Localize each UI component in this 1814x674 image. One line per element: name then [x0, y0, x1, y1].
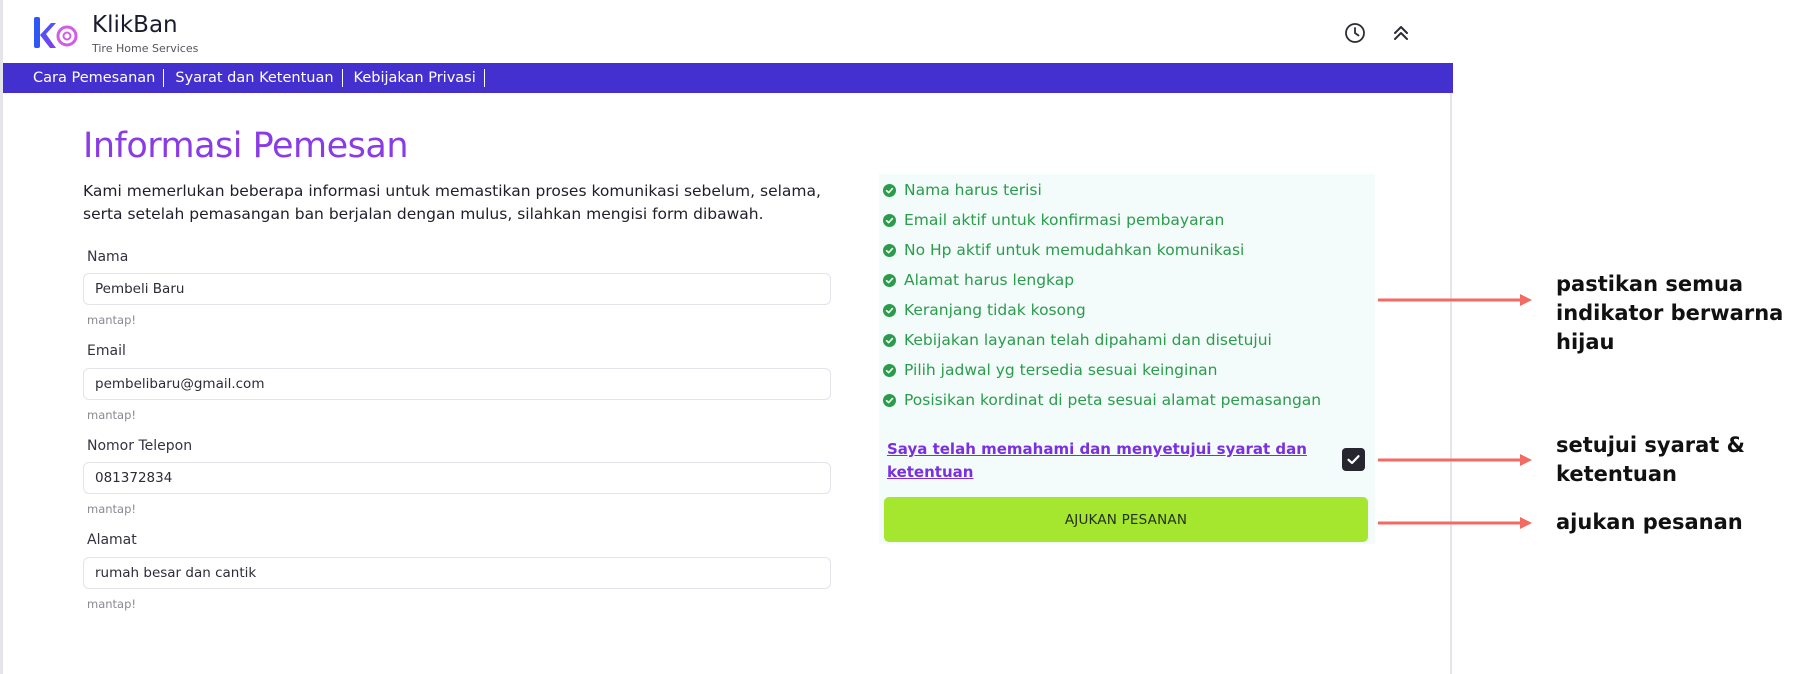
check-item-label: Kebijakan layanan telah dipahami dan disetujui	[904, 331, 1272, 349]
check-circle-icon	[883, 184, 896, 197]
name-input[interactable]	[83, 273, 831, 305]
check-item-label: No Hp aktif untuk memudahkan komunikasi	[904, 241, 1245, 259]
email-hint: mantap!	[87, 408, 137, 422]
address-hint: mantap!	[87, 597, 137, 611]
check-item	[883, 211, 1224, 229]
check-item-label: Nama harus terisi	[904, 181, 1042, 199]
nav-item-cara-pemesanan[interactable]: Cara Pemesanan	[33, 69, 164, 87]
annotation-agree: setujui syarat & ketentuan	[1556, 433, 1745, 486]
nav-item-syarat-ketentuan[interactable]: Syarat dan Ketentuan	[175, 69, 342, 87]
chevron-double-up-icon[interactable]	[1388, 20, 1414, 46]
check-item	[883, 241, 1244, 259]
top-nav-bar	[3, 63, 1453, 93]
email-input[interactable]	[83, 368, 831, 400]
check-circle-icon	[883, 364, 896, 377]
check-item	[883, 301, 1086, 319]
check-item	[883, 391, 1321, 409]
site-header	[3, 0, 1453, 63]
check-item-label: Keranjang tidak kosong	[904, 301, 1086, 319]
page-title: Informasi Pemesan	[83, 126, 409, 166]
clock-icon[interactable]	[1342, 20, 1368, 46]
check-item-label: Alamat harus lengkap	[904, 271, 1075, 289]
check-item	[883, 361, 1217, 379]
submit-order-button[interactable]: AJUKAN PESANAN	[884, 497, 1368, 542]
annotation-arrow-icon	[1378, 452, 1534, 468]
annotation-submit: ajukan pesanan	[1556, 510, 1743, 534]
address-label: Alamat	[87, 532, 137, 548]
check-item-label: Posisikan kordinat di peta sesuai alamat pemasangan	[904, 391, 1322, 409]
address-input[interactable]	[83, 557, 831, 589]
check-circle-icon	[883, 274, 896, 287]
phone-hint: mantap!	[87, 502, 137, 516]
annotation-arrow-icon	[1378, 515, 1534, 531]
name-hint: mantap!	[87, 313, 137, 327]
annotation-indicators: pastikan semua indikator berwarna hijau	[1556, 272, 1784, 354]
check-circle-icon	[883, 244, 896, 257]
brand-tagline: Tire Home Services	[92, 42, 199, 55]
checkmark-icon	[1342, 448, 1365, 471]
brand-name: KlikBan	[92, 12, 178, 38]
check-item	[883, 181, 1042, 199]
phone-label: Nomor Telepon	[87, 438, 193, 454]
annotation-arrow-icon	[1378, 292, 1534, 308]
check-circle-icon	[883, 304, 896, 317]
phone-input[interactable]	[83, 462, 831, 494]
check-circle-icon	[883, 214, 896, 227]
check-item	[883, 271, 1074, 289]
check-item	[883, 331, 1272, 349]
requirements-panel	[879, 174, 1375, 544]
name-label: Nama	[87, 249, 129, 265]
form-description: Kami memerlukan beberapa informasi untuk memastikan proses komunikasi sebelum, selama, serta setelah pemasangan ban berjalan dengan mulus, silahkan mengisi form dibawah.	[83, 182, 821, 223]
klikban-logo-icon[interactable]	[33, 14, 83, 52]
terms-agreement-checkbox[interactable]	[1342, 448, 1365, 471]
nav-item-kebijakan-privasi[interactable]: Kebijakan Privasi	[354, 69, 485, 87]
check-item-label: Pilih jadwal yg tersedia sesuai keinginan	[904, 361, 1218, 379]
check-item-label: Email aktif untuk konfirmasi pembayaran	[904, 211, 1225, 229]
terms-agreement-link[interactable]: Saya telah memahami dan menyetujui syarat dan ketentuan	[887, 440, 1307, 481]
check-circle-icon	[883, 334, 896, 347]
check-circle-icon	[883, 394, 896, 407]
email-label: Email	[87, 343, 126, 359]
